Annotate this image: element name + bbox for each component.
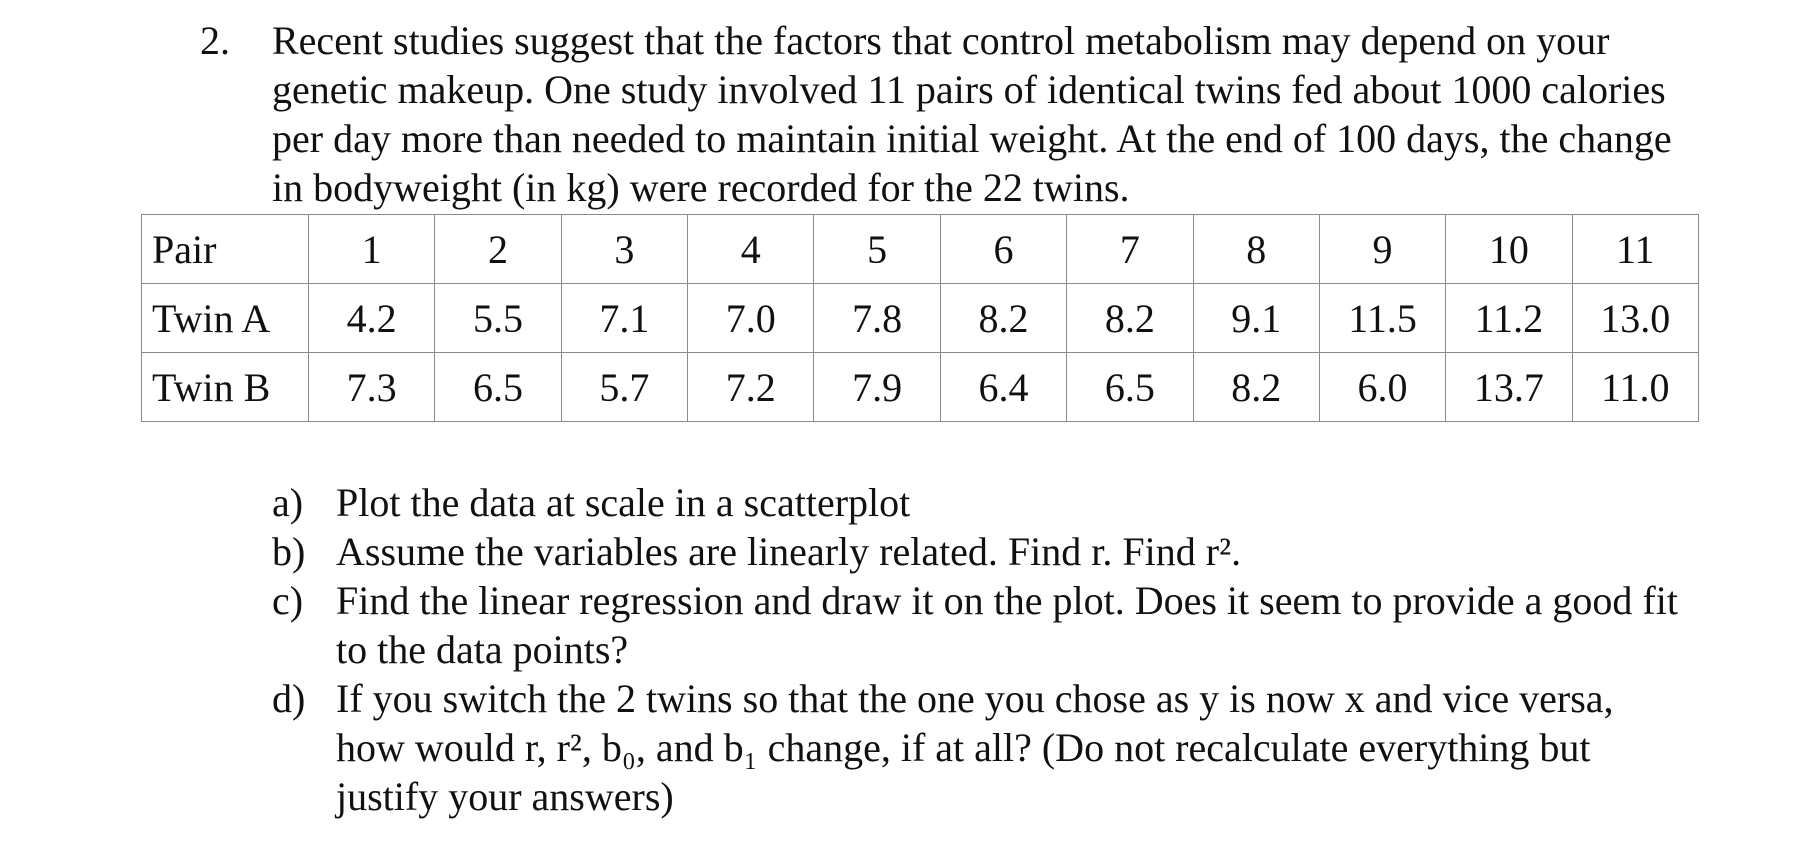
pair-number-cell: 7 [1067,215,1193,284]
question-text: Assume the variables are linearly related. Find r. Find r². [336,529,1242,574]
question-list [272,478,1692,821]
pair-number-cell: 2 [435,215,561,284]
value-cell: 8.2 [1193,353,1319,422]
value-cell: 7.1 [561,284,687,353]
value-cell: 13.0 [1572,284,1698,353]
question-label: d) [272,676,306,721]
row-label-cell: Twin A [142,284,309,353]
value-cell: 4.2 [309,284,435,353]
question-item [272,478,1692,527]
value-cell: 6.5 [435,353,561,422]
value-cell: 11.5 [1319,284,1445,353]
problem-statement [200,16,1680,212]
value-cell: 8.2 [1067,284,1193,353]
value-cell: 11.2 [1446,284,1572,353]
pair-number-cell: 1 [309,215,435,284]
pair-number-cell: 8 [1193,215,1319,284]
value-cell: 6.5 [1067,353,1193,422]
table-body [142,215,1699,422]
pair-number-cell: 3 [561,215,687,284]
pair-number-cell: 9 [1319,215,1445,284]
twins-data-table [141,214,1699,422]
table-header-row [142,215,1699,284]
question-text: Plot the data at scale in a scatterplot [336,480,911,525]
value-cell: 6.0 [1319,353,1445,422]
question-item [272,527,1692,576]
value-cell: 7.9 [814,353,940,422]
value-cell: 13.7 [1446,353,1572,422]
row-label-cell: Twin B [142,353,309,422]
value-cell: 6.4 [940,353,1066,422]
table-row [142,353,1699,422]
pair-number-cell: 6 [940,215,1066,284]
value-cell: 9.1 [1193,284,1319,353]
question-item [272,576,1692,674]
value-cell: 5.7 [561,353,687,422]
value-cell: 7.0 [688,284,814,353]
question-label: c) [272,578,304,623]
question-item [272,674,1692,821]
table-row [142,284,1699,353]
pair-number-cell: 4 [688,215,814,284]
question-text: If you switch the 2 twins so that the one you chose as y is now x and vice versa, how would r, r², b₀, and b₁ change, if at all? (Do not recalculate everything but justify your answers) [336,676,1614,819]
problem-text: Recent studies suggest that the factors that control metabolism may depend on your genetic makeup. One study involved 11 pairs of identical twins fed about 1000 calories per day more than needed to maintain initial weight. At the end of 100 days, the change in bodyweight (in kg) were recorded for the 22 twins. [272,18,1672,210]
value-cell: 11.0 [1572,353,1698,422]
question-label: a) [272,480,304,525]
problem-number: 2. [200,18,230,63]
header-label-cell: Pair [142,215,309,284]
value-cell: 5.5 [435,284,561,353]
value-cell: 7.8 [814,284,940,353]
question-text: Find the linear regression and draw it on the plot. Does it seem to provide a good fit to the data points? [336,578,1678,672]
value-cell: 8.2 [940,284,1066,353]
question-label: b) [272,529,306,574]
pair-number-cell: 11 [1572,215,1698,284]
value-cell: 7.3 [309,353,435,422]
pair-number-cell: 5 [814,215,940,284]
value-cell: 7.2 [688,353,814,422]
pair-number-cell: 10 [1446,215,1572,284]
